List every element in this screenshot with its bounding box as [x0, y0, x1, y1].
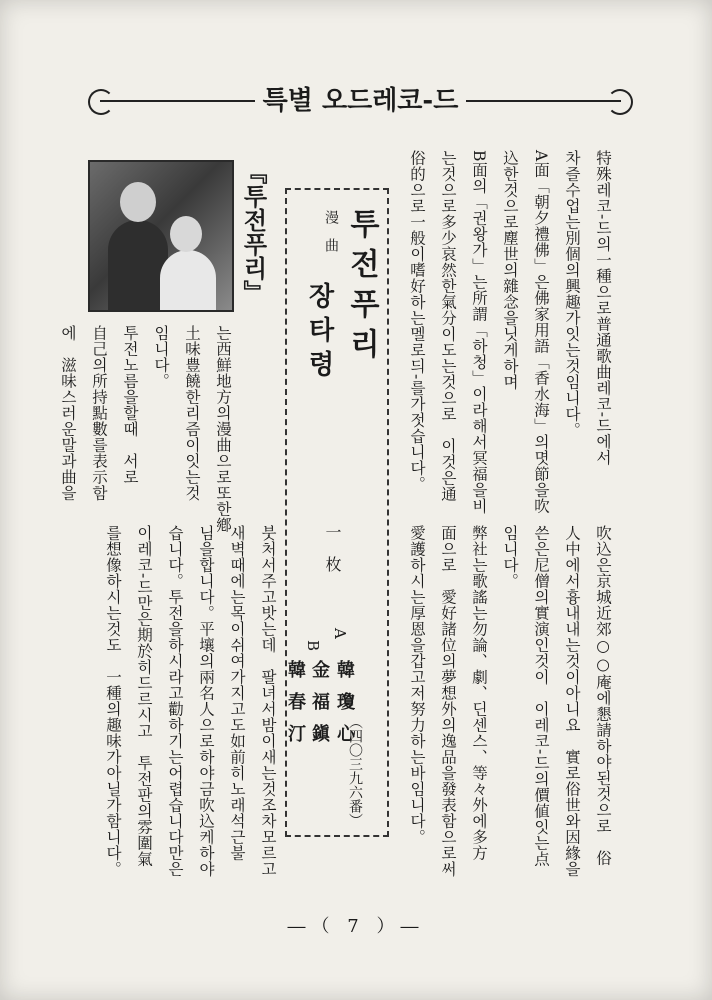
page-number: ―（ 7 ）― — [287, 916, 425, 937]
side-a-label: A — [331, 628, 349, 640]
banner-title: 특별 오드레코-드 — [148, 85, 573, 117]
article-text-left-bottom: 붓처서주고밧는데 팔녀서밤이새는것조차모르고 새벽때에는목이쉬여가지고도如前히노래석근불 님을합니다。平壤의兩名人으로하야금吹込케하야 습니다。투전을하시라고勸하기는어렵습니다만은 이레코-드만은期於히드르시고 투전판의雰圍氣 를想像하시는것도 一種의趣味가아닐가함니다。 — [104, 525, 277, 877]
article-text-right-bottom: 吹込은京城近郊○○庵에懇請하야된것으로 俗 人中에서흉내내는것이아니요 實로俗世와因緣을 쓴은尼僧의實演인것이 이레코-드의價値잇는点 임니다。 弊社는歌謠는勿論、劇、딘센스、等々外에多方 面으로 愛好諸位의夢想外의逸品을發表함으로써 愛護하시는厚恩을갑고저努力하는바임니다。 — [408, 525, 612, 877]
banner-ornament-right — [607, 89, 633, 115]
record-genre: 漫曲 — [323, 210, 339, 266]
singer-a: 韓瓊心 — [334, 660, 355, 756]
banner-ornament-left — [88, 89, 114, 115]
record-count: 一 枚 — [323, 524, 342, 572]
side-b-label: B — [304, 640, 322, 652]
record-catalog-number: （四〇三九六番） — [347, 715, 363, 827]
article-text-right-top: 特殊레코-드의一種으로普通歌曲레코-드에서 차즐수업는別個의興趣가잇는것임니다。 A面「朝夕禮佛」은佛家用語「香水海」의몃節을吹 込한것으로塵世의雜念을닛게하며 B面의「권왕가」는所謂「하청」이라해서冥福을비 는것으로多少哀然한氣分이도는것으로 이것은通 俗的으로一般이嗜好하는멜로듸-를가젓습니다。 — [408, 150, 612, 514]
article-text-left-top: 는西鮮地方의漫曲으로또한鄕 土味豊饒한리즘이잇는것 임니다。 투전노름을할때 서로 自己의所持點數를表示함 에 滋味스러운말과曲을 — [59, 325, 232, 533]
singer-photo — [88, 160, 234, 312]
singer-b: 韓春汀 — [285, 660, 306, 756]
record-title-a: 투전푸리 — [344, 208, 379, 368]
singer-a-2: 金福鎭 — [309, 660, 330, 756]
article-headline: 『투전푸리』 — [239, 160, 268, 304]
header-banner — [88, 85, 633, 117]
record-title-b: 장타령 — [304, 282, 334, 384]
